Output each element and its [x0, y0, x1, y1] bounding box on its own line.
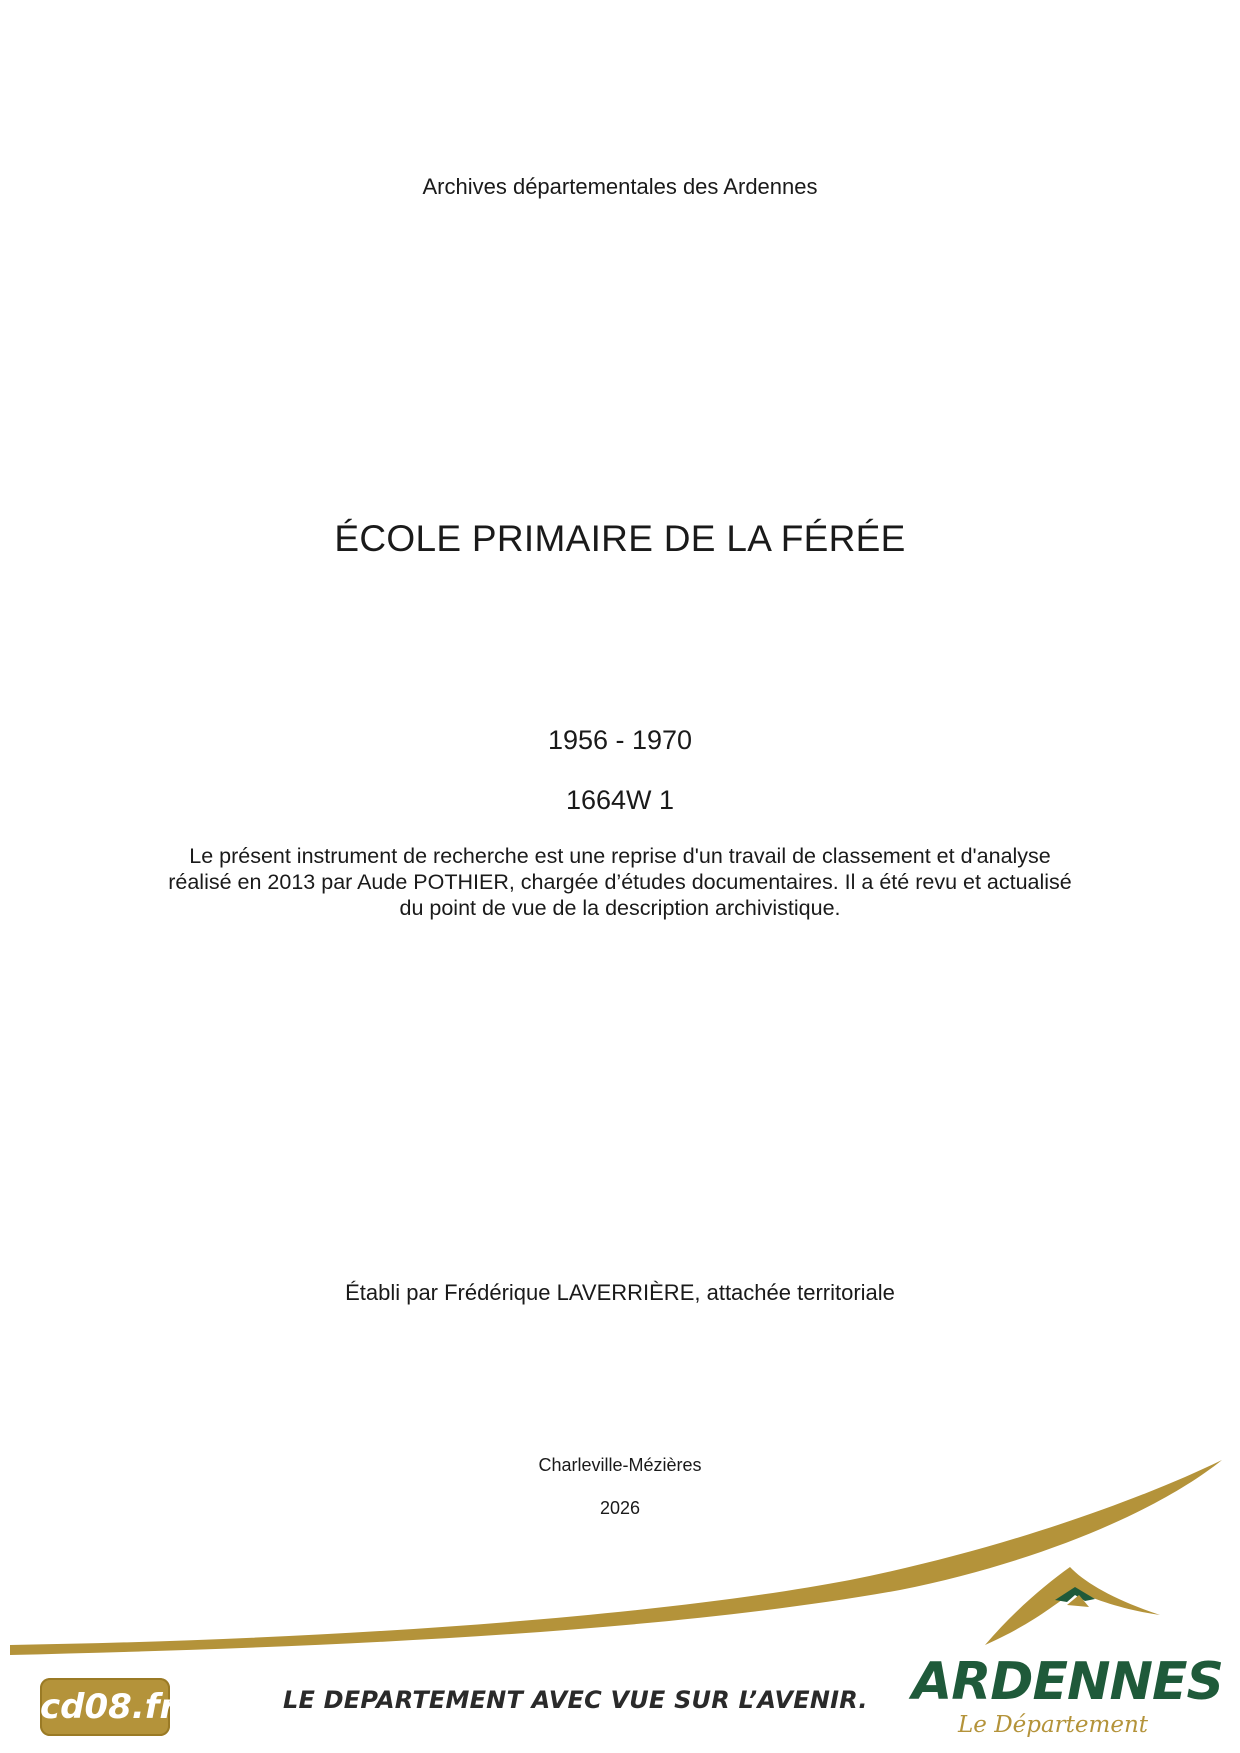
publication-year: 2026	[599, 1498, 641, 1518]
archive-reference: 1664W 1	[565, 785, 675, 815]
ardennes-logo-title: ARDENNES	[912, 1652, 1223, 1712]
author-line: Établi par Frédérique LAVERRIÈRE, attachée territoriale	[345, 1280, 895, 1305]
ardennes-emblem-icon	[975, 1555, 1175, 1650]
place-of-publication: Charleville-Mézières	[538, 1455, 702, 1475]
description-paragraph: Le présent instrument de recherche est une reprise d'un travail de classement et d'analyse réalisé en 2013 par Aude POTHIER, chargée d’études documentaires. Il a été revu et actualisé du point de vue de la description archivistique.	[168, 844, 1072, 920]
cd08-logo-text: cd08.fr	[40, 1687, 177, 1727]
date-range: 1956 - 1970	[547, 725, 693, 755]
document-title: ÉCOLE PRIMAIRE DE LA FÉRÉE	[334, 518, 906, 559]
organization-name: Archives départementales des Ardennes	[422, 174, 818, 199]
cd08-logo	[40, 1662, 177, 1736]
cd08-www-label: www	[46, 1662, 74, 1673]
footer-slogan: LE DEPARTEMENT AVEC VUE SUR L’AVENIR.	[283, 1686, 868, 1714]
ardennes-logo-subtitle: Le Département	[958, 1712, 1149, 1738]
